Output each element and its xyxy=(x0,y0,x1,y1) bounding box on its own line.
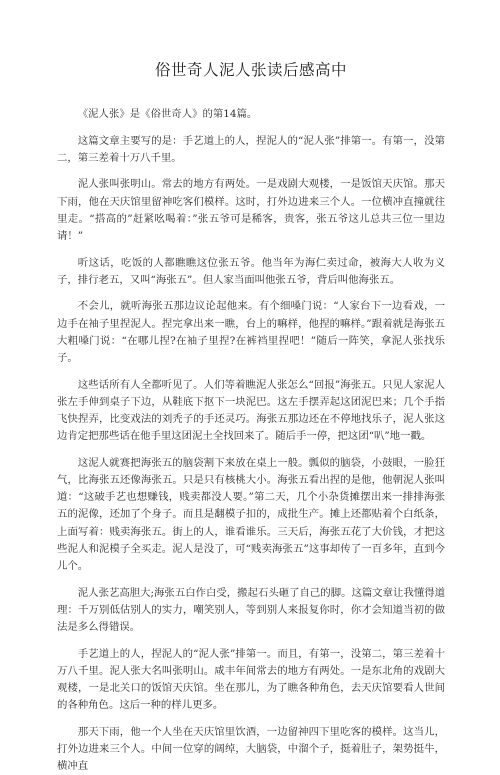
paragraph: 这些话所有人全都听见了。人们等着瞧泥人张怎么“回报”海张五。只见人家泥人张左手伸到桌子下边，从鞋底下抠下一块泥巴。这左手摆弄起这团泥巴来；几个手指飞快捏弄，比变戏法的刘秃子的手还灵巧。海张五那边还在不停地找乐子，泥人张这边肯定把那些话在他手里这团泥土全找回来了。随后手一停，把这团“叭”地一戳。 xyxy=(57,378,445,443)
paragraph: 手艺道上的人，捏泥人的“泥人张”排第一。而且，有第一，没第二，第三差着十万八千里。泥人张大名叫张明山。咸丰年间常去的地方有两处。一是东北角的戏剧大观楼，一是北关口的饭馆天庆馆。坐在那儿，为了瞧各种角色，去天庆馆要看人世间的各种角色。这后一种的样儿更多。 xyxy=(57,647,445,712)
paragraph: 听这话，吃饭的人都瞧瞧这位张五爷。他当年为海仁卖过命，被海大人收为义子，排行老五，又叫“海张五”。但人家当面叫他张五爷，背后叫他海张五。 xyxy=(57,256,445,286)
paragraph: 那天下雨，他一个人坐在天庆馆里饮酒，一边留神四下里吃客的模样。这当儿，打外边进来三个人。中间一位穿的阔绰，大脑袋，中溜个子，挺着肚子，架势挺牛，横冲直 xyxy=(57,725,445,773)
paragraph: 泥人张叫张明山。常去的地方有两处。一是戏剧大观楼，一是饭馆天庆馆。那天下雨，他在天庆馆里留神吃客们模样。这时，打外边进来三个人。一位横冲直撞就往里走。“搭高的”赶紧吆喝着：”张五爷可是稀客，贵客，张五爷这儿总共三位一里边请！” xyxy=(57,178,445,242)
paragraph: 泥人张艺高胆大;海张五白作白受，搬起石头砸了自己的脚。这篇文章让我懂得道理：千万别低估别人的实力，嘲笑别人，等到别人来报复你时，你才会知道当初的做法是多么得错误。 xyxy=(57,586,445,634)
paragraph: 《泥人张》是《俗世奇人》的第14篇。 xyxy=(77,108,258,120)
paragraph: 这泥人就赛把海张五的脑袋割下来放在桌上一般。瓢似的脑袋，小鼓眼，一脸狂气，比海张五还像海张五。只是只有核桃大小。海张五看出捏的是他，他朝泥人张叫道：“这破手艺也想赚钱，贱卖都没人要。”第二天，几个小杂货摊摆出来一排排海张五的泥像，还加了个身子。而且是翻模子扣的，成批生产。摊上还都贴着个白纸条，上面写着：贱卖海张五。街上的人，谁看谁乐。三天后，海张五花了大价钱，才把这些泥人和泥模子全买走。泥人是没了，可“贱卖海张五”这事却传了一百多年，直到今儿个。 xyxy=(57,456,445,573)
document-body xyxy=(57,106,445,775)
document-title: 俗世奇人泥人张读后感高中 xyxy=(154,61,347,79)
paragraph: 这篇文章主要写的是：手艺道上的人，捏泥人的“泥人张”排第一。有第一，没第二，第三差着十万八千里。 xyxy=(57,134,445,164)
paragraph: 不会儿，就听海张五那边议论起他来。有个细嗓门说：“人家台下一边看戏，一边手在袖子里捏泥人。捏完拿出来一瞧，台上的嘛样，他捏的嘛样。”跟着就是海张五大粗嗓门说：“在哪儿捏?在袖子里捏?在裤裆里捏吧！”随后一阵笑，拿泥人张找乐子。 xyxy=(57,300,445,364)
